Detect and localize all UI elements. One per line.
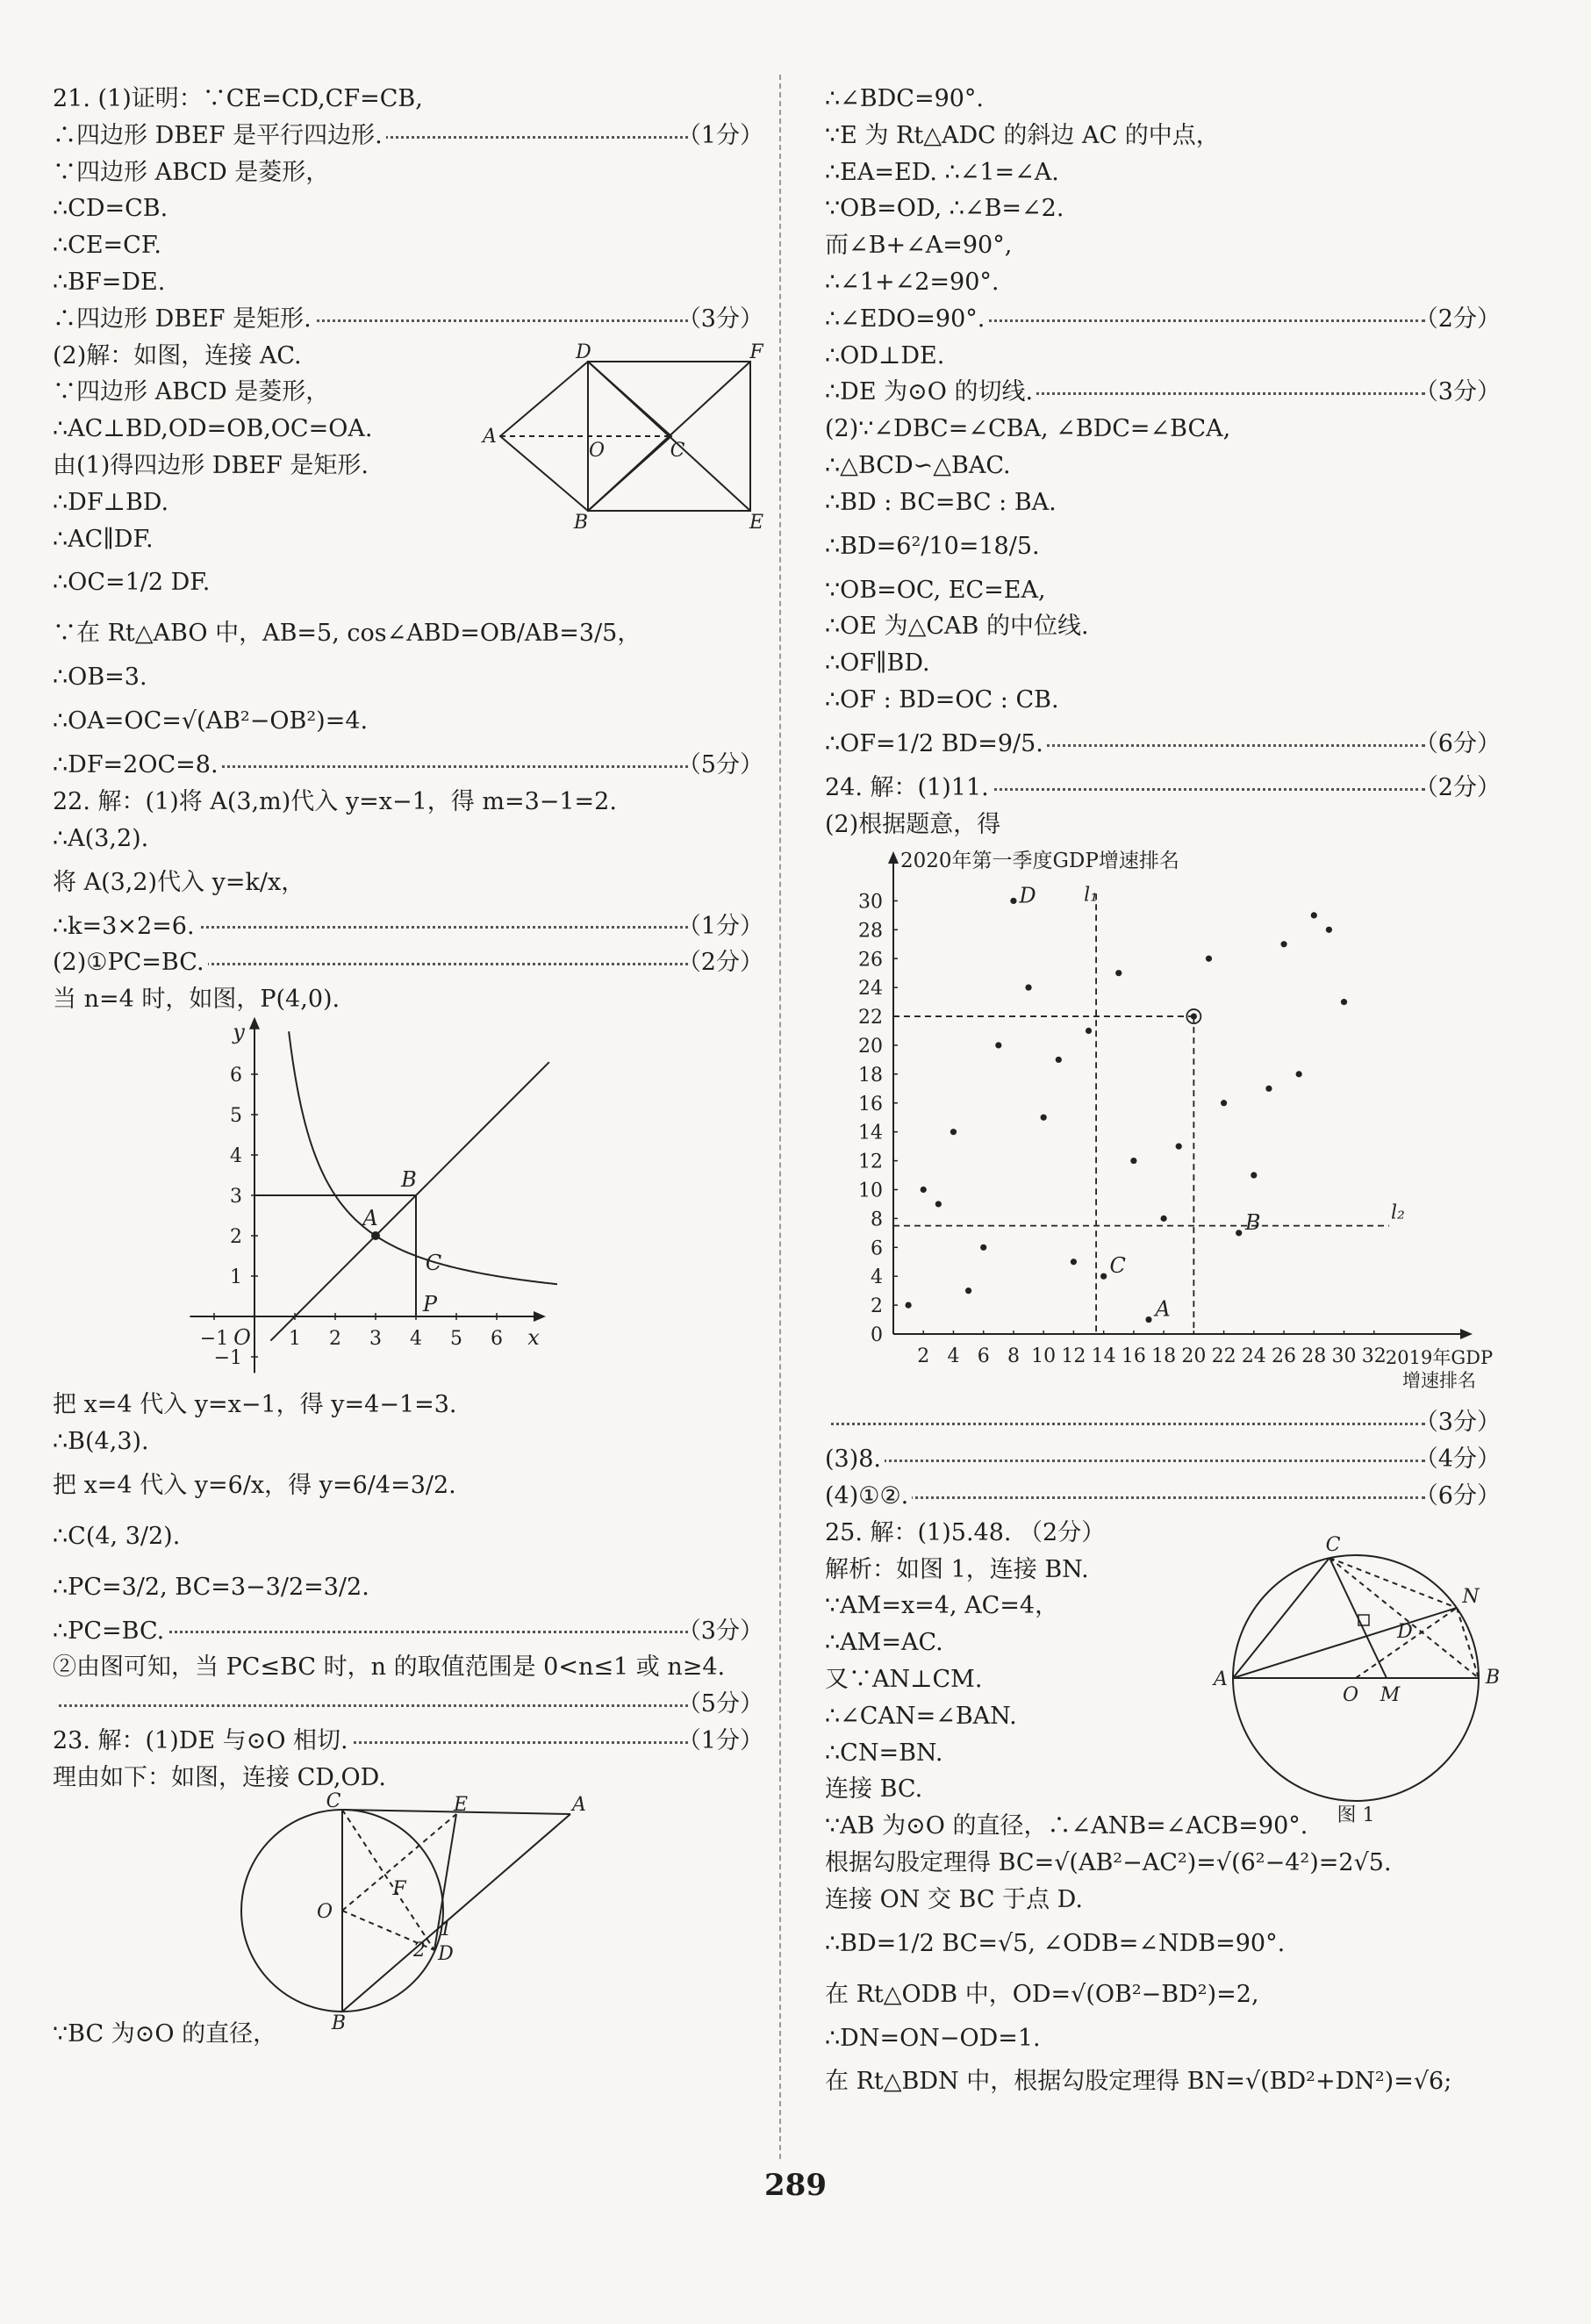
scatter-point <box>1251 1173 1257 1179</box>
line-text: ∴BD=1/2 BC=√5, ∠ODB=∠NDB=90°. <box>825 1929 1286 1957</box>
left-line <box>53 944 763 981</box>
x-tick-label: 32 <box>1361 1345 1387 1368</box>
chart-x-arrow <box>1460 1329 1473 1339</box>
left-line <box>53 784 763 821</box>
circle25-label-m: M <box>1380 1684 1401 1706</box>
right-line <box>825 719 1501 770</box>
line-text: ∴∠CAN=∠BAN. <box>825 1702 1017 1730</box>
y-tick-label: 3 <box>230 1185 242 1208</box>
y-tick-label: 6 <box>871 1237 883 1260</box>
score-points: （5分） <box>672 1686 763 1723</box>
left-line <box>53 608 763 659</box>
line-text: ∴AC⊥BD,OD=OB,OC=OA. <box>53 415 373 443</box>
right-line <box>825 448 1501 484</box>
line-text: ∵四边形 ABCD 是菱形， <box>53 158 330 186</box>
right2-line <box>825 1919 1501 1969</box>
graph-label-x: x <box>527 1324 540 1350</box>
line-text: ∴OC=1/2 DF. <box>53 569 211 597</box>
fig1-caption: 图 1 <box>1337 1804 1375 1826</box>
score-points: （1分） <box>672 908 763 945</box>
line-text: ∴OF : BD=OC : CB. <box>825 685 1059 714</box>
score-points: （3分） <box>672 301 763 338</box>
left-line <box>53 190 763 227</box>
graph-label-b: B <box>401 1166 417 1192</box>
x-tick-label: 4 <box>410 1327 422 1350</box>
line-text: (4)①②. <box>825 1482 912 1510</box>
column-divider <box>779 75 781 2159</box>
x-label-line1: 2019年GDP <box>1385 1347 1494 1369</box>
line-text: 25. 解：(1)5.48. （2分） <box>825 1518 1106 1546</box>
scatter-point <box>1341 999 1347 1005</box>
left-line <box>53 264 763 301</box>
scatter-point <box>1100 1273 1107 1280</box>
left2-line <box>53 1562 763 1613</box>
right-line <box>825 227 1501 264</box>
x-tick-label: 18 <box>1151 1345 1177 1368</box>
y-tick-label: 2 <box>230 1225 242 1248</box>
right2-line <box>825 2056 1501 2107</box>
y-tick-label: 4 <box>871 1266 883 1289</box>
line-text: ∵AB 为⊙O 的直径，∴∠ANB=∠ACB=90°. <box>825 1812 1308 1840</box>
line-text: 连接 BC. <box>825 1775 923 1804</box>
y-tick-label: 5 <box>230 1104 242 1127</box>
scatter-point <box>1176 1144 1182 1150</box>
graph-label-y: y <box>233 1019 245 1044</box>
left-line <box>53 821 763 857</box>
line-text: ∴k=3×2=6. <box>53 913 198 940</box>
circle23-label-1: 1 <box>440 1918 452 1940</box>
gdp-scatter-chart <box>825 843 1501 1404</box>
circle25-label-o: O <box>1342 1684 1359 1706</box>
line-text: 又∵AN⊥CM. <box>825 1665 983 1693</box>
scatter-point <box>1025 985 1031 991</box>
y-tick-label: 26 <box>858 949 883 972</box>
circle23-label-o: O <box>316 1900 333 1923</box>
line-text: ∴BD=6²/10=18/5. <box>825 532 1040 560</box>
label-a: A <box>483 426 497 448</box>
label-c: C <box>670 440 685 462</box>
line-text <box>825 1409 828 1436</box>
x-tick-label: 30 <box>1331 1345 1357 1368</box>
right2-line <box>825 2020 1501 2057</box>
left2-line <box>53 1387 763 1424</box>
left-line <box>53 118 763 154</box>
x-tick-label: −1 <box>199 1327 229 1350</box>
rhombus-figure <box>483 341 772 534</box>
line-text: (2)①PC=BC. <box>53 949 208 976</box>
score-points: （5分） <box>672 747 763 784</box>
line-text: 在 Rt△ODB 中，OD=√(OB²−BD²)=2, <box>825 1980 1259 2008</box>
right-line <box>825 572 1501 609</box>
scatter-point <box>1071 1259 1077 1265</box>
x-tick-label: 1 <box>289 1327 301 1350</box>
line-text: ∵四边形 ABCD 是菱形， <box>53 378 330 406</box>
line-text: 22. 解：(1)将 A(3,m)代入 y=x−1，得 m=3−1=2. <box>53 787 617 815</box>
scatter-point <box>1041 1115 1047 1121</box>
y-axis-arrow <box>249 1017 260 1029</box>
line-text: ∴四边形 DBEF 是矩形. <box>53 305 315 333</box>
segment-ba <box>342 1814 570 2012</box>
right-line <box>825 807 1501 843</box>
line-text: ∴BF=DE. <box>53 268 166 296</box>
circle23-label-c: C <box>326 1790 341 1812</box>
right2-line <box>825 1404 1501 1441</box>
right2-line <box>825 1882 1501 1919</box>
circle25-label-a: A <box>1214 1668 1228 1690</box>
hyperbola-curve <box>289 1031 557 1284</box>
segment-cn <box>1329 1558 1457 1608</box>
label-l1: l₁ <box>1084 884 1099 907</box>
x-tick-label: 2 <box>917 1345 930 1368</box>
line-text: ∴OB=3. <box>53 663 147 692</box>
segment-on <box>1356 1608 1457 1678</box>
line-text: ∴B(4,3). <box>53 1427 149 1455</box>
right-line <box>825 374 1501 411</box>
y-tick-label: 6 <box>230 1064 242 1087</box>
left2-line <box>53 1649 763 1686</box>
chart-title: 2020年第一季度GDP增速排名 <box>900 850 1179 873</box>
line-text: ∵OB=OC, EC=EA, <box>825 576 1046 604</box>
left2-line <box>53 1686 763 1723</box>
line-text: ∵OB=OD, ∴∠B=∠2. <box>825 195 1064 223</box>
left2-line <box>53 1760 763 1797</box>
score-points: （2分） <box>672 944 763 981</box>
line-text: ∴OF∥BD. <box>825 649 930 678</box>
scatter-point <box>1145 1316 1151 1323</box>
right-line <box>825 118 1501 154</box>
line-text: 把 x=4 代入 y=x−1，得 y=4−1=3. <box>53 1390 457 1418</box>
scatter-point <box>1161 1216 1167 1222</box>
scatter-point <box>1191 1014 1197 1020</box>
point-label-d: D <box>1019 883 1036 908</box>
left-line <box>53 659 763 696</box>
right-line <box>825 154 1501 191</box>
line-text: 连接 ON 交 BC 于点 D. <box>825 1885 1083 1913</box>
right2-line <box>825 1845 1501 1882</box>
scatter-point <box>980 1244 986 1251</box>
line-text: (2)∵∠DBC=∠CBA, ∠BDC=∠BCA, <box>825 415 1231 443</box>
x-tick-label: 16 <box>1121 1345 1146 1368</box>
circle23-label-2: 2 <box>413 1939 426 1962</box>
scatter-point <box>1115 970 1122 976</box>
line-text: ∴PC=BC. <box>53 1617 168 1645</box>
scatter-point <box>1056 1057 1062 1063</box>
line-text: ∴DF=2OC=8. <box>53 751 222 778</box>
line-text: (2)根据题意，得 <box>825 810 1001 838</box>
line-text: 24. 解：(1)11. <box>825 774 993 801</box>
scatter-point <box>1221 1101 1227 1107</box>
scatter-point <box>1086 1028 1092 1034</box>
right-line <box>825 190 1501 227</box>
line-text: ∴AC∥DF. <box>53 525 154 553</box>
line-text: ∴EA=ED. ∴∠1=∠A. <box>825 158 1059 186</box>
y-tick-label: 1 <box>230 1266 242 1288</box>
segment-nb <box>1457 1608 1479 1678</box>
circle23-label-e: E <box>453 1793 469 1816</box>
left-line <box>53 981 763 1018</box>
line-text: ∴∠EDO=90°. <box>825 305 988 333</box>
y-tick-label: 18 <box>858 1065 883 1087</box>
label-d: D <box>576 341 591 363</box>
score-points: （6分） <box>1409 1478 1501 1515</box>
x-tick-label: 6 <box>977 1345 990 1368</box>
right-line <box>825 521 1501 572</box>
line-text: ∴CE=CF. <box>53 232 161 260</box>
point-a <box>371 1231 380 1240</box>
label-l2: l₂ <box>1390 1201 1405 1224</box>
score-points: （6分） <box>1409 719 1501 770</box>
line-text: ②由图可知，当 PC≤BC 时，n 的取值范围是 0<n≤1 或 n≥4. <box>53 1653 726 1682</box>
line-text: ∴△BCD∽△BAC. <box>825 451 1011 479</box>
score-points: （3分） <box>1409 1404 1501 1441</box>
line-text: 在 Rt△BDN 中，根据勾股定理得 BN=√(BD²+DN²)=√6; <box>825 2068 1452 2096</box>
line-text: 把 x=4 代入 y=6/x，得 y=6/4=3/2. <box>53 1471 456 1499</box>
line-text: ∴DF⊥BD. <box>53 488 169 516</box>
right2-line <box>825 1478 1501 1515</box>
left-line <box>53 696 763 747</box>
line-text: ∵E 为 Rt△ADC 的斜边 AC 的中点， <box>825 121 1220 149</box>
line-text: 23. 解：(1)DE 与⊙O 相切. <box>53 1727 352 1754</box>
left-line <box>53 747 763 784</box>
x-tick-label: 22 <box>1211 1345 1236 1368</box>
chart-y-arrow <box>888 851 899 864</box>
line-text: 解析：如图 1，连接 BN. <box>825 1555 1089 1583</box>
circle25-label-n: N <box>1462 1586 1480 1608</box>
left-line <box>53 301 763 338</box>
y-tick-label: 10 <box>858 1180 883 1202</box>
score-points: （1分） <box>672 118 763 154</box>
line-text: ∴四边形 DBEF 是平行四边形. <box>53 122 386 149</box>
point-label-c: C <box>1109 1253 1126 1279</box>
chart-x-label <box>1386 1347 1493 1391</box>
line-text: ∴OD⊥DE. <box>825 341 945 369</box>
label-o: O <box>588 440 606 462</box>
circle25-label-c: C <box>1325 1534 1341 1556</box>
x-label-line2: 增速排名 <box>1402 1370 1476 1392</box>
line-text: (2)解：如图，连接 AC. <box>53 341 302 369</box>
graph-label-p: P <box>422 1291 438 1316</box>
graph-label-o: O <box>233 1324 251 1350</box>
y-tick-label: 2 <box>871 1295 883 1318</box>
right-line <box>825 301 1501 338</box>
left2-line <box>53 1424 763 1460</box>
score-points: （4分） <box>1409 1441 1501 1478</box>
scatter-point <box>995 1043 1001 1049</box>
line-text: ∴C(4, 3/2). <box>53 1522 181 1550</box>
segment-cd <box>342 1810 434 1950</box>
label-f: F <box>749 341 763 363</box>
line-text: ∴DE 为⊙O 的切线. <box>825 378 1036 405</box>
scatter-point <box>1311 913 1317 919</box>
x-tick-label: 6 <box>491 1327 503 1350</box>
right-line <box>825 411 1501 448</box>
circle23-label-f: F <box>392 1877 406 1900</box>
scatter-point <box>1236 1230 1242 1237</box>
page-number: 289 <box>764 2168 827 2203</box>
y-tick-label: 22 <box>858 1007 883 1029</box>
score-points: （1分） <box>672 1723 763 1760</box>
right-line <box>825 770 1501 807</box>
line-text: ∴AM=AC. <box>825 1629 943 1657</box>
left2-line <box>53 1613 763 1650</box>
y-tick-label: 24 <box>858 978 883 1001</box>
scatter-point <box>1265 1086 1272 1092</box>
left-line <box>53 557 763 608</box>
scatter-point <box>950 1129 957 1135</box>
y-tick-label: 4 <box>230 1144 242 1167</box>
right-column <box>825 81 1501 2107</box>
circle25-label-b: B <box>1485 1667 1501 1689</box>
line-text: ∴CD=CB. <box>53 195 168 223</box>
scatter-point <box>1130 1158 1136 1164</box>
x-axis-arrow <box>534 1311 546 1322</box>
point-label-b: B <box>1244 1210 1261 1236</box>
score-points: （2分） <box>1409 301 1501 338</box>
line-text: ∴A(3,2). <box>53 824 149 852</box>
y-tick-label: 14 <box>858 1123 883 1145</box>
x-tick-label: 8 <box>1007 1345 1020 1368</box>
left-line <box>53 857 763 908</box>
y-tick-label: 12 <box>858 1151 883 1173</box>
line-text: 21. (1)证明：∵CE=CD,CF=CB, <box>53 85 423 112</box>
left-line <box>53 154 763 191</box>
right-line <box>825 682 1501 719</box>
right2-line <box>825 1441 1501 1478</box>
graph-label-a: A <box>362 1205 378 1230</box>
line-text <box>53 1690 56 1718</box>
label-b: B <box>573 512 589 534</box>
y-tick-label: 20 <box>858 1036 883 1058</box>
line-text: 根据勾股定理得 BC=√(AB²−AC²)=√(6²−4²)=2√5. <box>825 1848 1392 1876</box>
line-text: ∴OF=1/2 BD=9/5. <box>825 730 1047 757</box>
circle23-label-b: B <box>331 2012 347 2034</box>
right2-line <box>825 1969 1501 2020</box>
x-tick-label: 10 <box>1031 1345 1057 1368</box>
left2-line <box>53 1511 763 1562</box>
line-text: ∴OA=OC=√(AB²−OB²)=4. <box>53 707 369 735</box>
right-line <box>825 484 1501 521</box>
left2-line <box>53 1460 763 1511</box>
line-text: 而∠B+∠A=90°, <box>825 232 1013 260</box>
circle23-label-d: D <box>438 1942 454 1965</box>
line-text: 当 n=4 时，如图，P(4,0). <box>53 986 340 1014</box>
right-line <box>825 338 1501 375</box>
x-tick-label: 2 <box>329 1327 341 1350</box>
scatter-point <box>906 1302 912 1309</box>
x-tick-label: 12 <box>1061 1345 1086 1368</box>
scatter-point <box>1010 898 1016 904</box>
point-label-a: A <box>1155 1296 1171 1322</box>
right-line <box>825 608 1501 645</box>
scatter-point <box>1326 927 1332 933</box>
y-tick-label: 8 <box>871 1209 883 1231</box>
left-last-line: ∵BC 为⊙O 的直径， <box>53 2019 277 2048</box>
x-tick-label: 26 <box>1272 1345 1297 1368</box>
scatter-point <box>935 1201 942 1208</box>
x-tick-label: 3 <box>369 1327 382 1350</box>
y-tick-label: 28 <box>858 920 883 943</box>
right-line <box>825 645 1501 682</box>
y-tick-label: 30 <box>858 891 883 914</box>
line-text: ∵在 Rt△ABO 中，AB=5, cos∠ABD=OB/AB=3/5， <box>53 620 641 648</box>
y-tick-label: 16 <box>858 1094 883 1116</box>
line-text: 理由如下：如图，连接 CD,OD. <box>53 1763 386 1791</box>
y-tick-label: 0 <box>871 1324 883 1347</box>
circle23-label-a: A <box>572 1793 586 1816</box>
line-text: 由(1)得四边形 DBEF 是矩形. <box>53 451 369 479</box>
circle25-label-d: D <box>1397 1621 1413 1643</box>
segment-cb <box>1329 1558 1479 1678</box>
scatter-point <box>921 1187 927 1193</box>
left2-line <box>53 1723 763 1760</box>
line-text: ∴∠1+∠2=90°. <box>825 268 1000 296</box>
scatter-point <box>1280 942 1286 948</box>
segment-an <box>1233 1608 1457 1678</box>
right-line <box>825 264 1501 301</box>
scatter-point <box>1296 1072 1302 1078</box>
line-text: (3)8. <box>825 1445 885 1473</box>
x-tick-label: 4 <box>947 1345 960 1368</box>
score-points: （2分） <box>1409 770 1501 807</box>
line-text: ∴CN=BN. <box>825 1739 943 1767</box>
line-text: ∴∠BDC=90°. <box>825 85 985 112</box>
left-line <box>53 81 763 118</box>
line-text: ∴DN=ON−OD=1. <box>825 2024 1041 2052</box>
left-line <box>53 908 763 945</box>
score-points: （3分） <box>1409 374 1501 411</box>
x-tick-label: 24 <box>1241 1345 1266 1368</box>
graph-label-c: C <box>425 1250 442 1275</box>
right-line <box>825 81 1501 118</box>
x-tick-label: 14 <box>1091 1345 1116 1368</box>
x-tick-label: 20 <box>1181 1345 1207 1368</box>
line-text: ∴PC=3/2, BC=3−3/2=3/2. <box>53 1573 369 1601</box>
line-text: ∴OE 为△CAB 的中位线. <box>825 613 1089 641</box>
scatter-point <box>1206 956 1212 962</box>
circle-fig1 <box>1211 1534 1501 1826</box>
left-column <box>53 81 763 2052</box>
hyperbola-graph-figure <box>53 1018 763 1387</box>
y-tick-label: −1 <box>213 1346 242 1369</box>
line-text: 将 A(3,2)代入 y=k/x， <box>53 868 305 896</box>
segment-ac <box>1233 1558 1329 1678</box>
label-e: E <box>749 512 764 534</box>
x-tick-label: 5 <box>450 1327 462 1350</box>
line-text: ∴BD : BC=BC : BA. <box>825 488 1057 516</box>
line-y-eq-x-minus-1 <box>270 1062 548 1340</box>
left-line <box>53 227 763 264</box>
x-tick-label: 28 <box>1301 1345 1327 1368</box>
score-points: （3分） <box>672 1613 763 1650</box>
scatter-point <box>965 1288 971 1294</box>
line-text: ∵AM=x=4, AC=4， <box>825 1592 1059 1620</box>
